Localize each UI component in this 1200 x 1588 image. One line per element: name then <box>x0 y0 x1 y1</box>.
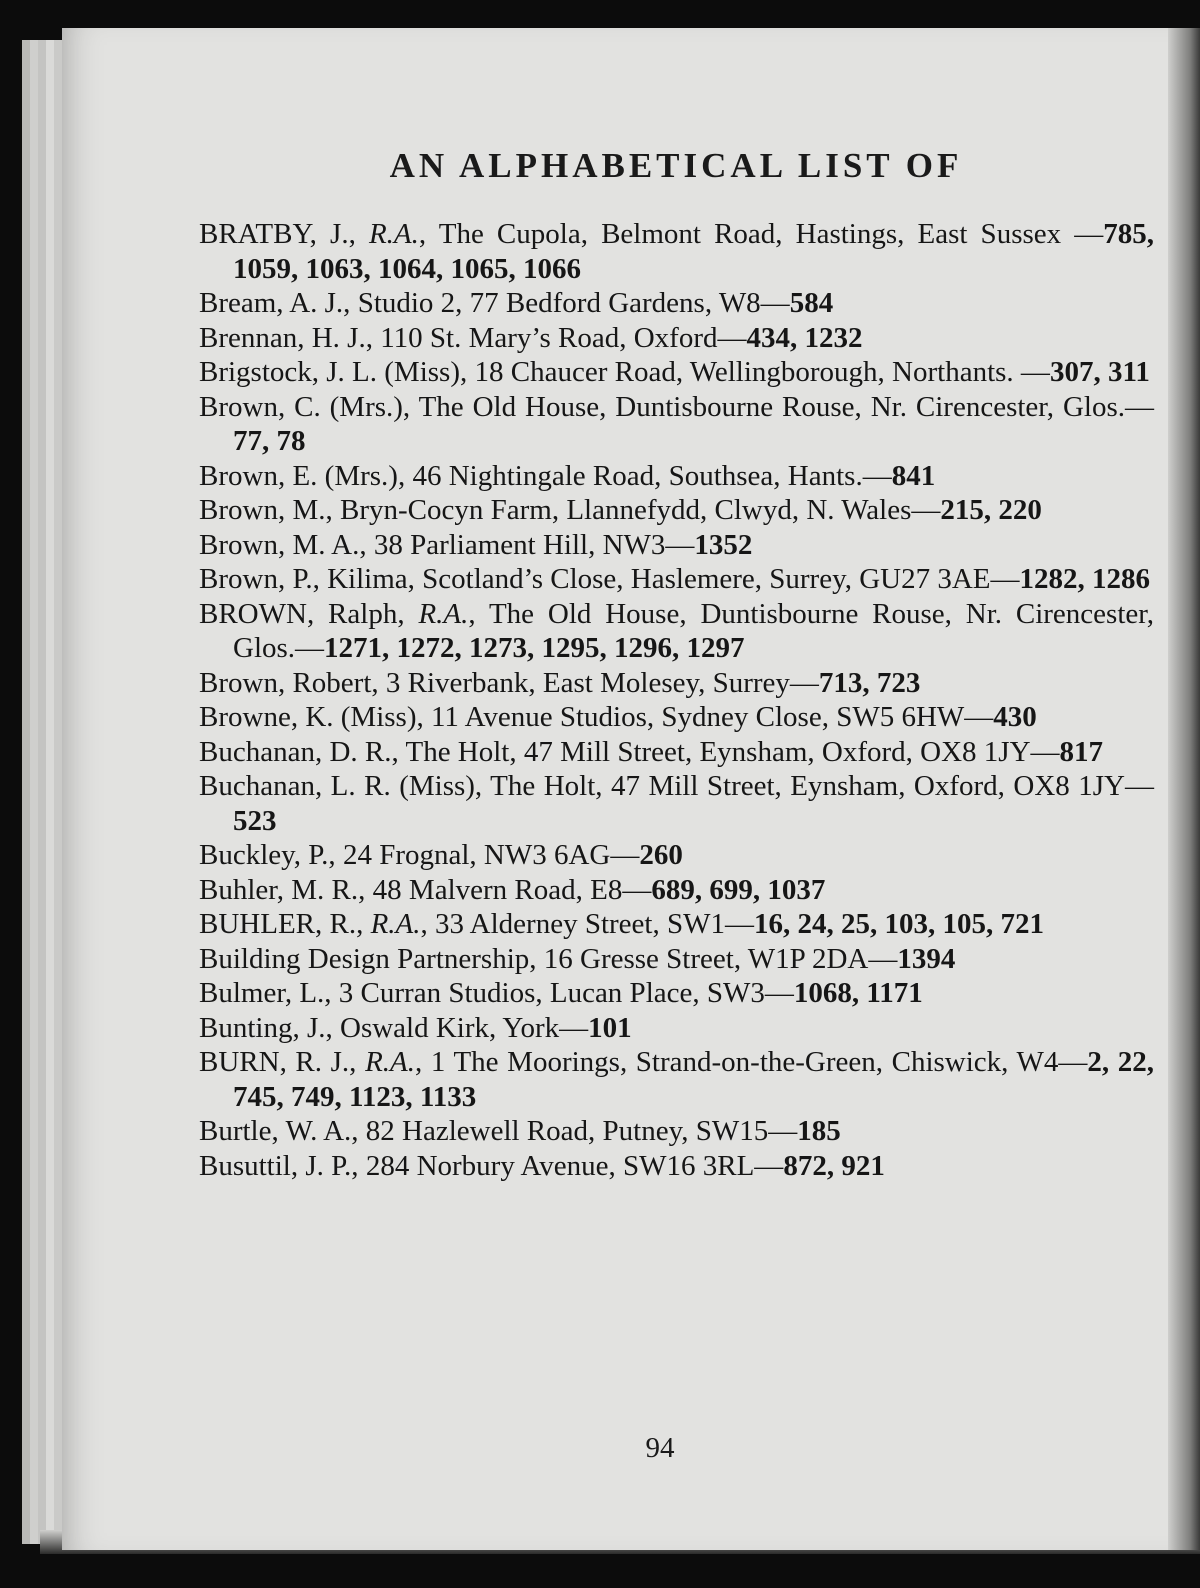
entry-catalogue-numbers: 817 <box>1059 735 1104 768</box>
list-item <box>199 217 1154 286</box>
entry-catalogue-numbers: 260 <box>639 839 683 871</box>
entry-address: The Holt, 47 Mill Street, Eynsham, Oxford, OX8 1JY— <box>482 770 1154 802</box>
list-item <box>199 976 1154 1011</box>
entry-address: 110 St. Mary’s Road, Oxford— <box>372 321 747 354</box>
list-item <box>199 907 1154 942</box>
entry-address: 3 Curran Studios, Lucan Place, SW3— <box>331 977 794 1009</box>
entry-catalogue-numbers: 1394 <box>897 942 956 975</box>
page-heading: AN ALPHABETICAL LIST OF <box>389 146 963 185</box>
entry-name: Buhler, M. R., <box>199 873 366 906</box>
list-item <box>199 459 1154 494</box>
entry-address: 48 Malvern Road, E8— <box>365 873 652 906</box>
entry-address: 46 Nightingale Road, Southsea, Hants.— <box>405 459 892 492</box>
entry-name: Brown, P., <box>199 563 320 595</box>
entry-catalogue-numbers: 523 <box>233 804 277 837</box>
entry-name: Buchanan, D. R., <box>199 735 399 768</box>
entry-address: 38 Parliament Hill, NW3— <box>366 528 695 561</box>
entry-address: 82 Hazlewell Road, Putney, SW15— <box>358 1115 798 1147</box>
entry-catalogue-numbers: 1352 <box>694 528 753 561</box>
list-item <box>199 597 1154 666</box>
list-item <box>199 528 1154 563</box>
entry-catalogue-numbers: 185 <box>797 1115 841 1147</box>
entry-name: Browne, K. (Miss), <box>199 701 424 733</box>
entry-address: 284 Norbury Avenue, SW16 3RL— <box>358 1149 784 1182</box>
entry-catalogue-numbers: 307, 311 <box>1049 356 1150 388</box>
entry-catalogue-numbers: 2, 22, 745, 749, 1123, 1133 <box>233 1046 1155 1113</box>
list-item <box>199 769 1154 838</box>
entry-catalogue-numbers: 101 <box>588 1011 632 1044</box>
entry-name: Buchanan, L. R. (Miss), <box>199 770 483 802</box>
entry-name: Brennan, H. J., <box>199 321 373 354</box>
entry-address: The Old House, Duntisbourne Rouse, Nr. Cirencester, Glos.— <box>233 597 1155 664</box>
entry-address: 11 Avenue Studios, Sydney Close, SW5 6HW— <box>423 701 994 733</box>
list-item <box>199 390 1154 459</box>
entry-catalogue-numbers: 77, 78 <box>233 425 306 457</box>
entry-catalogue-numbers: 713, 723 <box>818 666 921 699</box>
entry-name: Brigstock, J. L. (Miss), <box>199 356 468 388</box>
list-item <box>199 321 1154 356</box>
list-item <box>199 355 1154 390</box>
entry-address: The Holt, 47 Mill Street, Eynsham, Oxford, OX8 1JY— <box>398 735 1060 768</box>
entry-punctuation: , <box>418 218 427 250</box>
list-item <box>199 873 1154 908</box>
list-item <box>199 666 1154 701</box>
entry-title: R.A. <box>368 218 419 250</box>
entry-address: Kilima, Scotland’s Close, Haslemere, Surrey, GU27 3AE— <box>319 563 1020 595</box>
entry-address: 3 Riverbank, East Molesey, Surrey— <box>378 666 819 699</box>
entry-name: BROWN, Ralph, <box>199 597 405 630</box>
entry-address: Oswald Kirk, York— <box>332 1011 589 1044</box>
entry-title: R.A. <box>365 1046 415 1078</box>
entry-title: R.A. <box>370 908 421 940</box>
list-item <box>199 838 1154 873</box>
entry-catalogue-numbers: 1068, 1171 <box>793 977 923 1009</box>
entry-name: Building Design Partnership, <box>199 942 537 975</box>
entry-address: The Cupola, Belmont Road, Hastings, East Sussex — <box>426 218 1104 250</box>
list-item <box>199 493 1154 528</box>
entry-catalogue-numbers: 430 <box>993 701 1037 733</box>
entry-name: Brown, C. (Mrs.), <box>199 390 411 423</box>
entry-name: Busuttil, J. P., <box>199 1149 359 1182</box>
list-item <box>199 735 1154 770</box>
entry-catalogue-numbers: 1271, 1272, 1273, 1295, 1296, 1297 <box>324 632 745 664</box>
entry-catalogue-numbers: 841 <box>891 459 936 492</box>
entry-name: Bunting, J., <box>199 1011 333 1044</box>
entry-address: 16 Gresse Street, W1P 2DA— <box>536 942 898 975</box>
artist-list <box>199 217 1154 1183</box>
entry-name: BURN, R. J., <box>199 1046 357 1078</box>
entry-catalogue-numbers: 689, 699, 1037 <box>651 873 826 906</box>
entry-catalogue-numbers: 1282, 1286 <box>1019 563 1150 595</box>
entry-address: The Old House, Duntisbourne Rouse, Nr. Cirencester, Glos.— <box>410 390 1154 423</box>
entry-title: R.A. <box>418 597 469 630</box>
entry-name: Buckley, P., <box>199 839 336 871</box>
list-item <box>199 700 1154 735</box>
entry-punctuation: , <box>415 1046 423 1078</box>
list-item <box>199 1149 1154 1184</box>
entry-name: Bream, A. J., <box>199 287 351 319</box>
entry-catalogue-numbers: 434, 1232 <box>746 321 863 354</box>
entry-name: BUHLER, R., <box>199 908 364 940</box>
list-item <box>199 942 1154 977</box>
entry-catalogue-numbers: 16, 24, 25, 103, 105, 721 <box>753 908 1044 940</box>
page-gutter <box>1168 28 1200 1550</box>
entry-catalogue-numbers: 872, 921 <box>783 1149 885 1182</box>
entry-name: Brown, M. A., <box>199 528 367 561</box>
entry-address: 18 Chaucer Road, Wellingborough, Northants. — <box>467 356 1050 388</box>
entry-catalogue-numbers: 785, 1059, 1063, 1064, 1065, 1066 <box>233 218 1154 285</box>
entry-address: 1 The Moorings, Strand-on-the-Green, Chiswick, W4— <box>422 1046 1088 1078</box>
entry-name: Brown, E. (Mrs.), <box>199 459 406 492</box>
entry-name: BRATBY, J., <box>199 218 356 250</box>
page-number: 94 <box>645 1432 675 1464</box>
entry-name: Bulmer, L., <box>199 977 332 1009</box>
entry-name: Brown, M., <box>199 494 333 526</box>
list-item <box>199 1011 1154 1046</box>
list-item <box>199 1045 1154 1114</box>
entry-address: Studio 2, 77 Bedford Gardens, W8— <box>350 287 790 319</box>
entry-name: Brown, Robert, <box>199 666 379 699</box>
entry-address: 33 Alderney Street, SW1— <box>427 908 754 940</box>
entry-catalogue-numbers: 584 <box>789 287 834 319</box>
entry-punctuation: , <box>468 597 476 630</box>
entry-name: Burtle, W. A., <box>199 1115 359 1147</box>
list-item <box>199 1114 1154 1149</box>
list-item <box>199 562 1154 597</box>
entry-address: Bryn-Cocyn Farm, Llannefydd, Clwyd, N. Wales— <box>332 494 941 526</box>
entry-punctuation: , <box>420 908 428 940</box>
list-item <box>199 286 1154 321</box>
entry-catalogue-numbers: 215, 220 <box>940 494 1042 526</box>
entry-address: 24 Frognal, NW3 6AG— <box>335 839 640 871</box>
